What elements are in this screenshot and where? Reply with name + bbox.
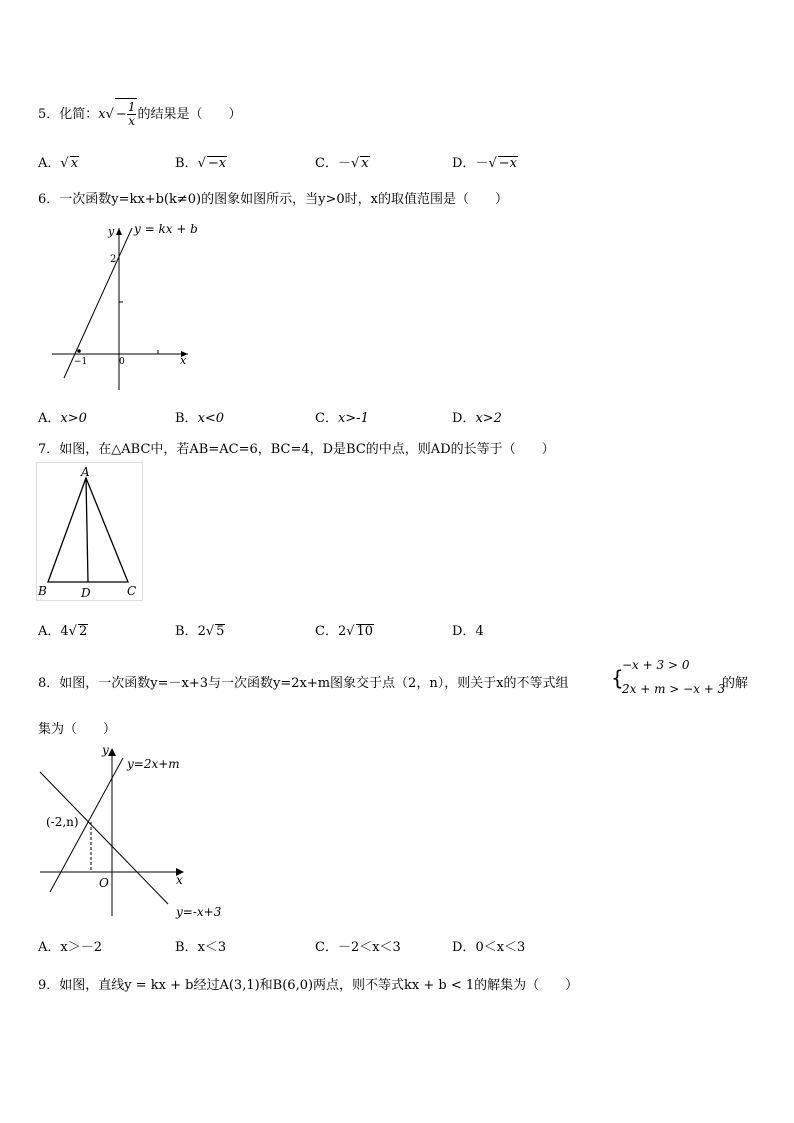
question-8-stem: 8．如图，一次函数y=－x+3与一次函数y=2x+m图象交于点（2，n），则关于x的不等式组 bbox=[38, 676, 569, 691]
q5-fraction: $\frac{1}{x}$ bbox=[127, 100, 136, 128]
radical-sign-icon: √ bbox=[105, 107, 114, 122]
q7-triangle-figure bbox=[36, 462, 144, 602]
q7-option-d[interactable]: D．4 bbox=[452, 624, 484, 639]
line2-label: y=-x+3 bbox=[176, 905, 222, 919]
vertex-a-label: A bbox=[81, 465, 90, 479]
radical-sign-icon: √ bbox=[488, 156, 497, 171]
system-line-2: 2x + m > −x + 3 bbox=[622, 682, 726, 696]
q6-option-d[interactable]: D．x>2 bbox=[452, 411, 502, 426]
q5-stem-prefix: 5．化简： bbox=[38, 107, 99, 122]
x-intercept-point bbox=[77, 349, 81, 353]
point-d-label: D bbox=[81, 586, 91, 600]
q5-option-d[interactable]: D．－√ −x bbox=[452, 156, 517, 171]
y-axis-arrow-icon bbox=[108, 748, 116, 756]
system-brace-icon: { bbox=[611, 666, 624, 690]
system-line-1: −x + 3 > 0 bbox=[622, 658, 690, 672]
x-axis-label: x bbox=[176, 873, 183, 887]
q6-option-c[interactable]: C．x>-1 bbox=[315, 411, 369, 426]
q5-stem-suffix: 的结果是（ ） bbox=[137, 107, 242, 122]
intersection-label: (-2,n) bbox=[46, 815, 79, 829]
origin-label: O bbox=[99, 876, 109, 890]
segment-ad bbox=[86, 478, 88, 582]
line-kx-b bbox=[64, 228, 132, 378]
q5-var: x bbox=[98, 107, 106, 122]
question-9-stem: 9．如图，直线y = kx + b经过A(3,1)和B(6,0)两点，则不等式kx + b < 1的解集为（ ） bbox=[38, 978, 579, 993]
radical-sign-icon: √ bbox=[205, 624, 215, 639]
q8-stem-suffix: 的解 bbox=[722, 676, 749, 691]
line1-label: y=2x+m bbox=[127, 757, 180, 771]
q7-option-a[interactable]: A．4√ 2 bbox=[38, 624, 88, 639]
question-5-stem bbox=[38, 98, 241, 128]
q8-option-d[interactable]: D．0＜x＜3 bbox=[452, 940, 526, 955]
question-7-stem: 7．如图，在△ABC中，若AB=AC=6，BC=4，D是BC的中点，则AD的长等于（ ） bbox=[38, 442, 555, 457]
radical-sign-icon: √ bbox=[346, 624, 355, 639]
q5-option-b[interactable]: B．√ −x bbox=[175, 156, 227, 171]
x-tick-label: −1 bbox=[74, 357, 88, 367]
y-tick-label: 2 bbox=[110, 254, 117, 265]
q7-option-b[interactable]: B．2√ 5 bbox=[175, 624, 225, 639]
radical-sign-icon: √ bbox=[60, 156, 69, 171]
q8-stem-continued: 集为（ ） bbox=[38, 722, 117, 737]
q8-option-c[interactable]: C．－2＜x＜3 bbox=[315, 940, 401, 955]
q6-option-b[interactable]: B．x<0 bbox=[175, 411, 225, 426]
question-6-stem: 6．一次函数y=kx+b(k≠0)的图象如图所示，当y>0时，x的取值范围是（ ） bbox=[38, 192, 508, 207]
q8-option-b[interactable]: B．x＜3 bbox=[175, 940, 227, 955]
radical-sign-icon: √ bbox=[68, 624, 77, 639]
y-axis-arrow-icon bbox=[116, 228, 122, 235]
y-axis-label: y bbox=[108, 225, 115, 238]
vertex-b-label: B bbox=[38, 584, 47, 598]
line-label: y = kx + b bbox=[134, 222, 198, 236]
q6-graph bbox=[48, 218, 208, 396]
origin-label: 0 bbox=[119, 357, 125, 367]
y-axis-label: y bbox=[102, 743, 109, 757]
q5-option-c[interactable]: C．－√ x bbox=[315, 156, 369, 171]
q5-option-a[interactable]: A．√ x bbox=[38, 156, 79, 171]
q5-radicand: − $\frac{1}{x}$ bbox=[115, 100, 136, 128]
q6-option-a[interactable]: A．x>0 bbox=[38, 411, 87, 426]
q7-option-c[interactable]: C．2√ 10 bbox=[315, 624, 374, 639]
q8-graph bbox=[36, 740, 236, 924]
x-axis-label: x bbox=[180, 354, 187, 367]
radical-sign-icon: √ bbox=[197, 156, 206, 171]
vertex-c-label: C bbox=[127, 584, 137, 598]
q8-option-a[interactable]: A．x＞－2 bbox=[38, 940, 102, 955]
radical-sign-icon: √ bbox=[350, 156, 360, 171]
